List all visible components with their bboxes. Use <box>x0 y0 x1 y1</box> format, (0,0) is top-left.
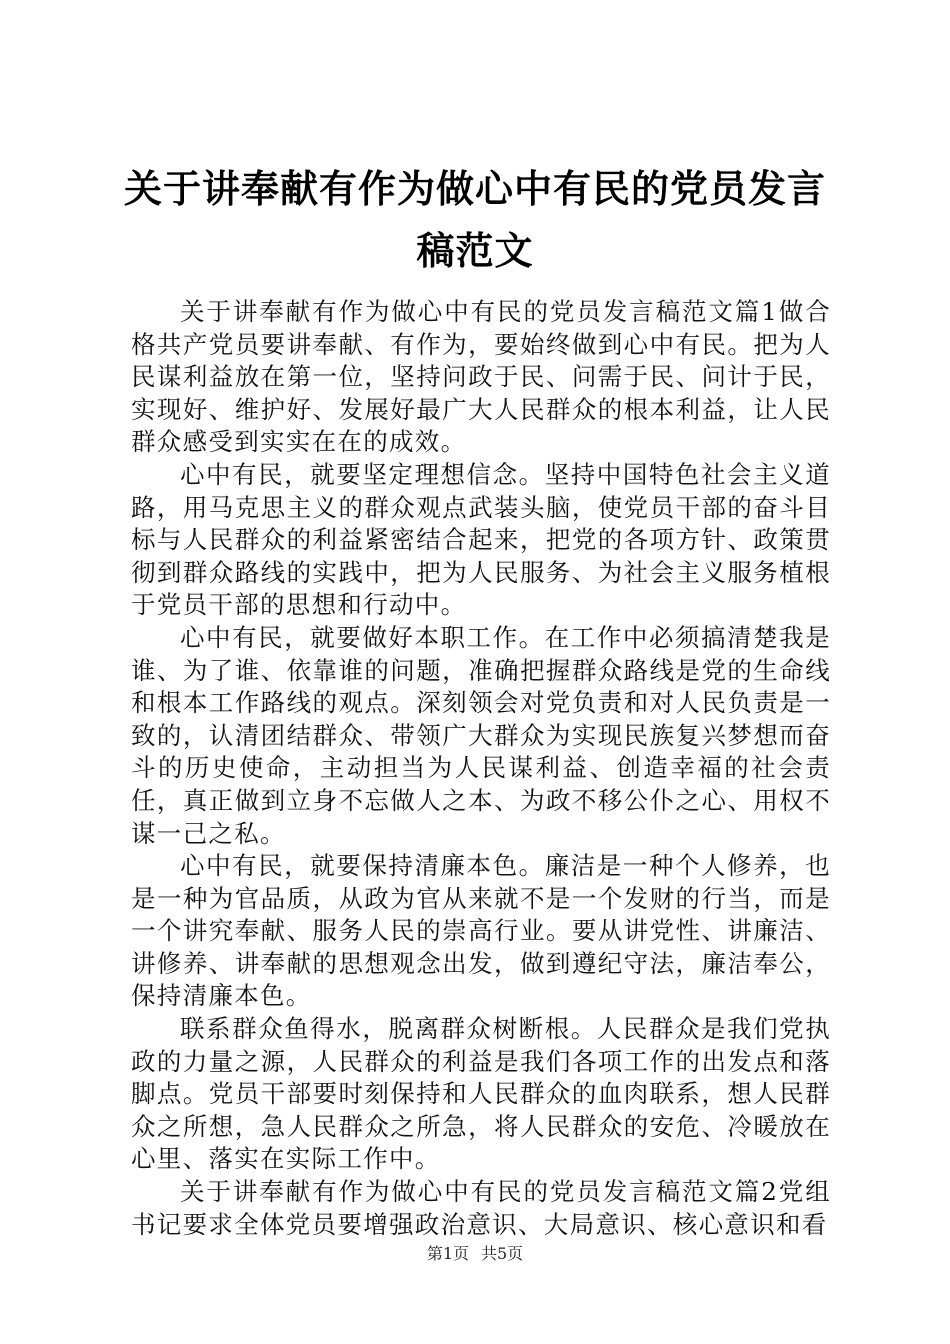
paragraph: 心中有民，就要坚定理想信念。坚持中国特色社会主义道路，用马克思主义的群众观点武装头脑，使党员干部的奋斗目标与人民群众的利益紧密结合起来，把党的各项方针、政策贯彻到群众路线的实践中，把为人民服务、为社会主义服务植根于党员干部的思想和行动中。 <box>131 459 831 620</box>
page-footer <box>0 1242 950 1266</box>
paragraph: 心中有民，就要保持清廉本色。廉洁是一种个人修养，也是一种为官品质，从政为官从来就不是一个发财的行当，而是一个讲究奉献、服务人民的崇高行业。要从讲党性、讲廉洁、讲修养、讲奉献的思想观念出发，做到遵纪守法，廉洁奉公，保持清廉本色。 <box>131 851 831 1011</box>
paragraph: 关于讲奉献有作为做心中有民的党员发言稿范文篇1做合格共产党员要讲奉献、有作为，要始终做到心中有民。把为人民谋利益放在第一位，坚持问政于民、问需于民、问计于民，实现好、维护好、发展好最广大人民群众的根本利益，让人民群众感受到实实在在的成效。 <box>131 297 831 457</box>
paragraph: 心中有民，就要做好本职工作。在工作中必须搞清楚我是谁、为了谁、依靠谁的问题，准确把握群众路线是党的生命线和根本工作路线的观点。深刻领会对党负责和对人民负责是一致的，认清团结群众、带领广大群众为实现民族复兴梦想而奋斗的历史使命，主动担当为人民谋利益、创造幸福的社会责任，真正做到立身不忘做人之本、为政不移公仆之心、用权不谋一己之私。 <box>131 622 831 848</box>
current-page-number: 第1页 <box>426 1244 469 1263</box>
document-body <box>131 296 831 1241</box>
paragraph: 关于讲奉献有作为做心中有民的党员发言稿范文篇2党组书记要求全体党员要增强政治意识、大局意识、核心意识和看 <box>131 1177 831 1239</box>
total-page-count: 共5页 <box>481 1244 524 1263</box>
paragraph: 联系群众鱼得水，脱离群众树断根。人民群众是我们党执政的力量之源，人民群众的利益是我们各项工作的出发点和落脚点。党员干部要时刻保持和人民群众的血肉联系，想人民群众之所想，急人民群众之所急，将人民群众的安危、冷暖放在心里、落实在实际工作中。 <box>131 1014 831 1174</box>
document-title: 关于讲奉献有作为做心中有民的党员发言稿范文 <box>123 167 826 273</box>
